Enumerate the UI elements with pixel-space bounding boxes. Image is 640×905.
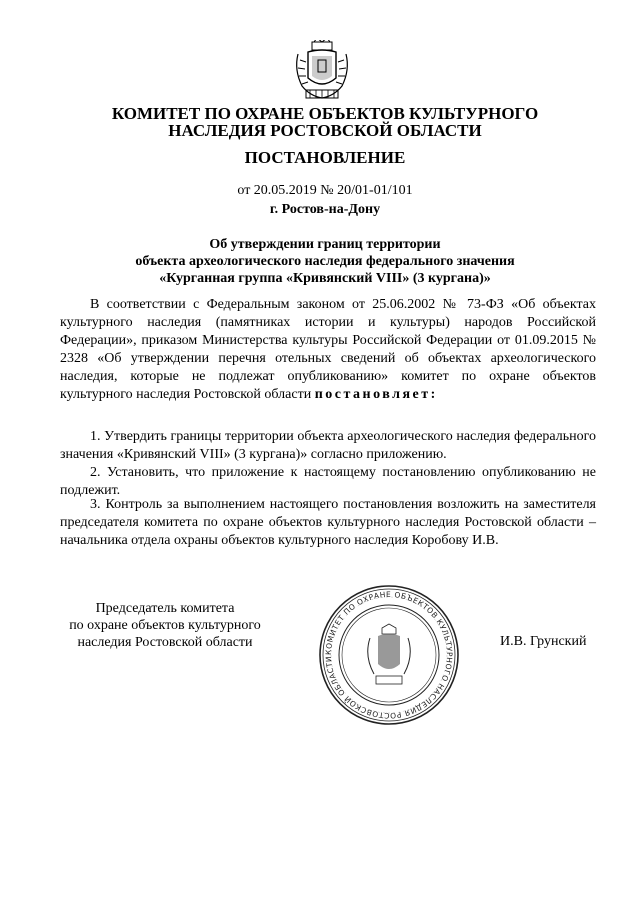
signatory-name: И.В. Грунский <box>500 634 587 649</box>
coat-of-arms-emblem <box>292 40 352 102</box>
org-line-1: КОМИТЕТ ПО ОХРАНЕ ОБЪЕКТОВ КУЛЬТУРНОГО <box>111 104 539 123</box>
preamble-paragraph <box>60 296 596 404</box>
city: г. Ростов-на-Дону <box>269 202 381 217</box>
item-2-text: 2. Установить, что приложение к настоящему постановлению опубликованию не подлежит. <box>60 465 596 498</box>
position-line-1: Председатель комитета <box>95 601 235 616</box>
stamp-ring-text: КОМИТЕТ ПО ОХРАНЕ ОБЪЕКТОВ КУЛЬТУРНОГО НАСЛЕДИЯ РОСТОВСКОЙ ОБЛАСТИ <box>323 589 455 721</box>
position-line-3: наследия Ростовской области <box>77 635 253 650</box>
document-subject <box>60 236 590 287</box>
subject-line-1: Об утверждении границ территории <box>209 237 441 252</box>
item-3-text: 3. Контроль за выполнением настоящего постановления возложить на заместителя председателя комитета по охране объектов культурного наследия Ростовской области – начальника отдела охраны объектов культурного наследия Коробову И.В. <box>60 497 596 548</box>
decree-word: постановляет: <box>314 387 438 402</box>
item-1-text: 1. Утвердить границы территории объекта археологического наследия федерального значения «Кривянский VIII» (3 кургана)» согласно приложению. <box>60 429 596 462</box>
org-line-2: НАСЛЕДИЯ РОСТОВСКОЙ ОБЛАСТИ <box>168 121 482 140</box>
item-3-paragraph <box>60 496 596 550</box>
preamble-text: В соответствии с Федеральным законом от 25.06.2002 № 73-ФЗ «Об объектах культурного наследия (памятниках истории и культуры) народов Российской Федерации», приказом Министерства культуры Российской Федерации от 01.09.2015 № 2328 «Об утверждении перечня отельных сведений об объектах археологического наследия, которые не подлежат опубликованию» комитет по охране объектов культурного наследия Ростовской области <box>60 297 596 402</box>
item-2-paragraph <box>60 464 596 500</box>
organization-name <box>60 105 590 139</box>
item-1-paragraph <box>60 428 596 464</box>
position-line-2: по охране объектов культурного <box>69 618 261 633</box>
official-stamp <box>318 584 460 726</box>
date-and-number: от 20.05.2019 № 20/01-01/101 <box>237 183 413 198</box>
document-type: ПОСТАНОВЛЕНИЕ <box>244 148 406 167</box>
signatory-position <box>60 600 270 651</box>
subject-line-2: объекта археологического наследия федерального значения <box>135 254 515 269</box>
subject-line-3: «Курганная группа «Кривянский VIII» (3 кургана)» <box>159 271 491 286</box>
